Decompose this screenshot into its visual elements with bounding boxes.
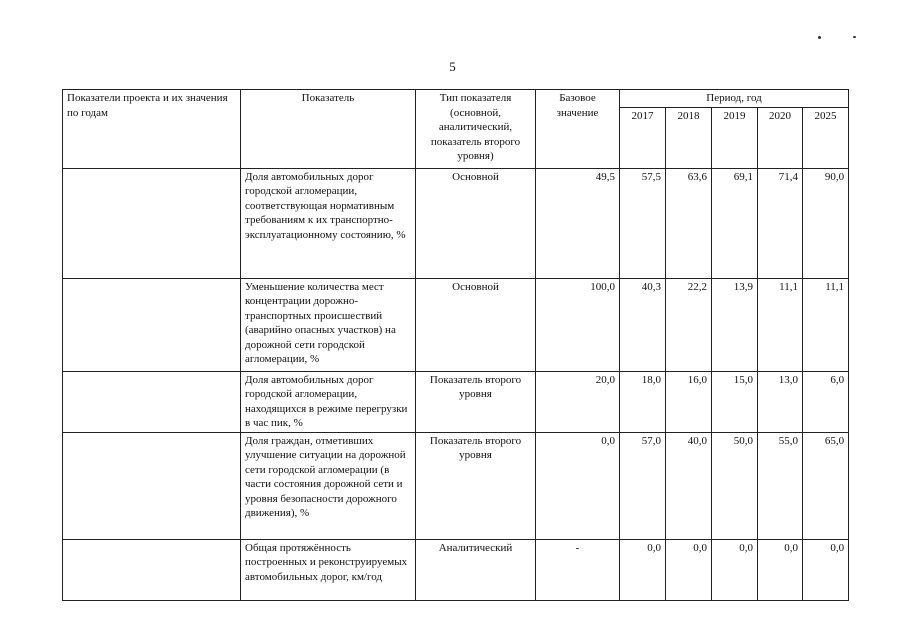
- table-row: [63, 371, 849, 432]
- row-section-cell: [63, 278, 241, 371]
- header-indicator: Показатель: [241, 90, 416, 169]
- scan-artifact-dot: [818, 36, 821, 39]
- row-indicator-type: Основной: [416, 168, 536, 278]
- row-year-value: 0,0: [712, 539, 758, 600]
- header-indicator-type: Тип показателя (основной, аналитический, показатель второго уровня): [416, 90, 536, 169]
- row-year-value: 18,0: [620, 371, 666, 432]
- row-base-value: 20,0: [536, 371, 620, 432]
- row-section-cell: [63, 371, 241, 432]
- row-indicator-name: Доля граждан, отметивших улучшение ситуации на дорожной сети городской агломерации (в части состояния дорожной сети и уровня безопасности дорожного движения), %: [241, 432, 416, 539]
- header-year: 2025: [803, 107, 849, 168]
- table-row: [63, 278, 849, 371]
- header-year: 2018: [666, 107, 712, 168]
- row-year-value: 13,0: [758, 371, 803, 432]
- row-section-cell: [63, 539, 241, 600]
- row-year-value: 50,0: [712, 432, 758, 539]
- row-base-value: 0,0: [536, 432, 620, 539]
- row-year-value: 15,0: [712, 371, 758, 432]
- header-base-value: Базовое значение: [536, 90, 620, 169]
- row-indicator-type: Основной: [416, 278, 536, 371]
- row-year-value: 63,6: [666, 168, 712, 278]
- table-row: [63, 539, 849, 600]
- row-base-value: -: [536, 539, 620, 600]
- row-section-cell: [63, 432, 241, 539]
- row-indicator-name: Доля автомобильных дорог городской агломерации, соответствующая нормативным требованиям к их транспортно-эксплуатационному состоянию, %: [241, 168, 416, 278]
- row-year-value: 69,1: [712, 168, 758, 278]
- row-base-value: 49,5: [536, 168, 620, 278]
- row-year-value: 40,0: [666, 432, 712, 539]
- indicators-table: [62, 89, 849, 601]
- row-year-value: 40,3: [620, 278, 666, 371]
- table-row: [63, 168, 849, 278]
- row-indicator-name: Общая протяжённость построенных и реконструируемых автомобильных дорог, км/год: [241, 539, 416, 600]
- header-year: 2020: [758, 107, 803, 168]
- table-row: [63, 432, 849, 539]
- scan-artifact-dot: [853, 36, 856, 38]
- row-indicator-name: Уменьшение количества мест концентрации дорожно-транспортных происшествий (аварийно опасных участков) на дорожной сети городской агломерации, %: [241, 278, 416, 371]
- header-row: [63, 90, 849, 108]
- header-period: Период, год: [620, 90, 849, 108]
- row-indicator-type: Показатель второго уровня: [416, 371, 536, 432]
- row-year-value: 57,5: [620, 168, 666, 278]
- row-indicator-type: Показатель второго уровня: [416, 432, 536, 539]
- row-year-value: 11,1: [758, 278, 803, 371]
- header-year: 2019: [712, 107, 758, 168]
- row-section-cell: [63, 168, 241, 278]
- header-year: 2017: [620, 107, 666, 168]
- row-year-value: 6,0: [803, 371, 849, 432]
- row-year-value: 0,0: [620, 539, 666, 600]
- row-year-value: 13,9: [712, 278, 758, 371]
- row-year-value: 90,0: [803, 168, 849, 278]
- row-year-value: 57,0: [620, 432, 666, 539]
- row-base-value: 100,0: [536, 278, 620, 371]
- row-indicator-type: Аналитический: [416, 539, 536, 600]
- row-year-value: 22,2: [666, 278, 712, 371]
- row-year-value: 0,0: [803, 539, 849, 600]
- row-year-value: 0,0: [666, 539, 712, 600]
- row-year-value: 11,1: [803, 278, 849, 371]
- row-year-value: 16,0: [666, 371, 712, 432]
- row-indicator-name: Доля автомобильных дорог городской агломерации, находящихся в режиме перегрузки в час пик, %: [241, 371, 416, 432]
- row-year-value: 65,0: [803, 432, 849, 539]
- row-year-value: 71,4: [758, 168, 803, 278]
- header-section-label: Показатели проекта и их значения по годам: [63, 90, 241, 169]
- row-year-value: 0,0: [758, 539, 803, 600]
- page-number: 5: [449, 59, 456, 74]
- row-year-value: 55,0: [758, 432, 803, 539]
